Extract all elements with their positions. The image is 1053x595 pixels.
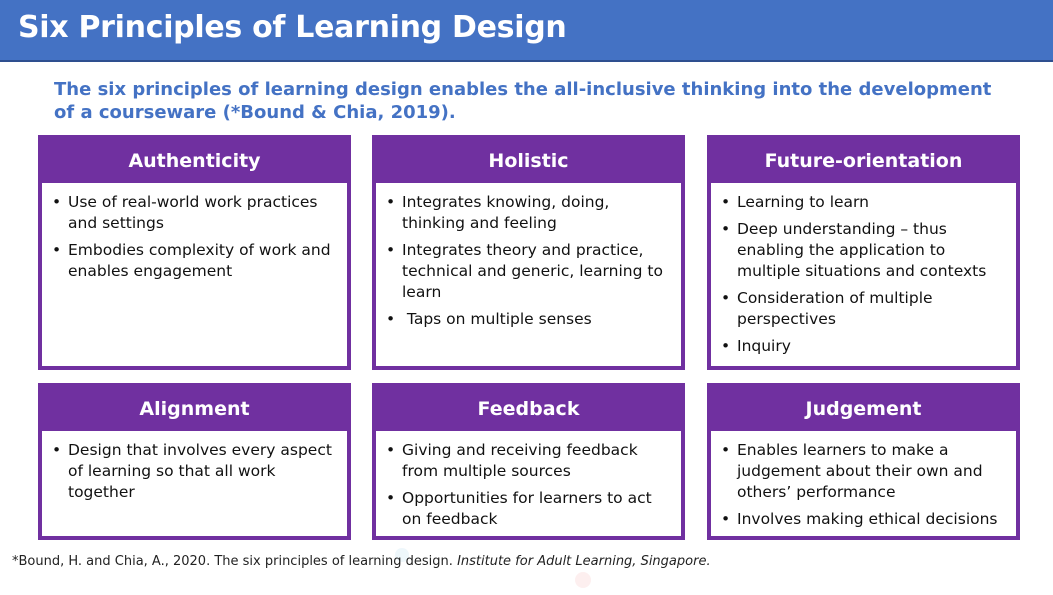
bullet-text: Giving and receiving feedback from multiple sources [402, 441, 638, 480]
card-heading: Holistic [488, 150, 569, 172]
bullet-list [50, 192, 339, 282]
principle-card-alignment [38, 383, 351, 540]
bullet-item [384, 440, 673, 482]
bullet-text: Consideration of multiple perspectives [737, 289, 933, 328]
bullet-list [384, 192, 673, 330]
bullet-glyph: • [52, 241, 62, 259]
principle-card-feedback [372, 383, 685, 540]
bullet-item [50, 192, 339, 234]
background-decoration [575, 572, 591, 588]
bullet-text: Opportunities for learners to act on feedback [402, 489, 652, 528]
bullet-glyph: • [721, 510, 731, 528]
bullet-text: Embodies complexity of work and enables engagement [68, 241, 331, 280]
card-body [711, 183, 1016, 366]
bullet-glyph: • [386, 241, 396, 259]
bullet-item [384, 192, 673, 234]
bullet-item [719, 336, 1008, 357]
bullet-item [719, 509, 1008, 530]
footnote-source: Institute for Adult Learning, Singapore. [457, 554, 711, 569]
principle-card-authenticity [38, 135, 351, 370]
bullet-text: Integrates knowing, doing, thinking and feeling [402, 193, 610, 232]
bullet-glyph: • [386, 193, 396, 211]
card-body [711, 431, 1016, 536]
bullet-item [384, 240, 673, 303]
bullet-list [50, 440, 339, 503]
card-body [376, 431, 681, 536]
card-heading: Judgement [805, 398, 922, 420]
bullet-item [719, 219, 1008, 282]
principle-card-holistic [372, 135, 685, 370]
bullet-text: Deep understanding – thus enabling the application to multiple situations and contexts [737, 220, 987, 280]
card-body [376, 183, 681, 366]
footnote-citation: *Bound, H. and Chia, A., 2020. The six principles of learning design. [12, 554, 458, 569]
bullet-list [384, 440, 673, 530]
bullet-text: Integrates theory and practice, technical and generic, learning to learn [402, 241, 663, 301]
bullet-text: Enables learners to make a judgement about their own and others’ performance [737, 441, 983, 501]
bullet-glyph: • [386, 489, 396, 507]
bullet-item [719, 192, 1008, 213]
bullet-item [50, 440, 339, 503]
title-bar [0, 0, 1053, 62]
bullet-text: Involves making ethical decisions [737, 510, 998, 528]
bullet-item [384, 309, 673, 330]
bullet-glyph: • [721, 289, 731, 307]
card-body [42, 431, 347, 536]
bullet-glyph: • [721, 193, 731, 211]
card-heading: Alignment [139, 398, 250, 420]
bullet-glyph: • [386, 441, 396, 459]
bullet-glyph: • [721, 337, 731, 355]
card-heading: Authenticity [128, 150, 261, 172]
card-heading: Feedback [477, 398, 580, 420]
bullet-glyph: • [721, 220, 731, 238]
bullet-list [719, 440, 1008, 530]
page-title: Six Principles of Learning Design [18, 10, 567, 45]
principle-card-future-orientation [707, 135, 1020, 370]
footnote [12, 554, 1042, 569]
bullet-item [384, 488, 673, 530]
bullet-item [719, 440, 1008, 503]
bullet-glyph: • [52, 193, 62, 211]
bullet-text: Design that involves every aspect of learning so that all work together [68, 441, 332, 501]
bullet-item [719, 288, 1008, 330]
bullet-text: Inquiry [737, 337, 791, 355]
bullet-glyph: • [386, 310, 396, 328]
card-heading: Future-orientation [764, 150, 963, 172]
bullet-text: Learning to learn [737, 193, 869, 211]
bullet-glyph: • [52, 441, 62, 459]
bullet-text: Taps on multiple senses [402, 310, 592, 328]
bullet-text: Use of real-world work practices and settings [68, 193, 318, 232]
bullet-list [719, 192, 1008, 357]
bullet-item [50, 240, 339, 282]
card-body [42, 183, 347, 366]
bullet-glyph: • [721, 441, 731, 459]
subtitle: The six principles of learning design enables the all-inclusive thinking into the development of a courseware (*Bound & Chia, 2019). [54, 79, 992, 123]
principle-card-judgement [707, 383, 1020, 540]
